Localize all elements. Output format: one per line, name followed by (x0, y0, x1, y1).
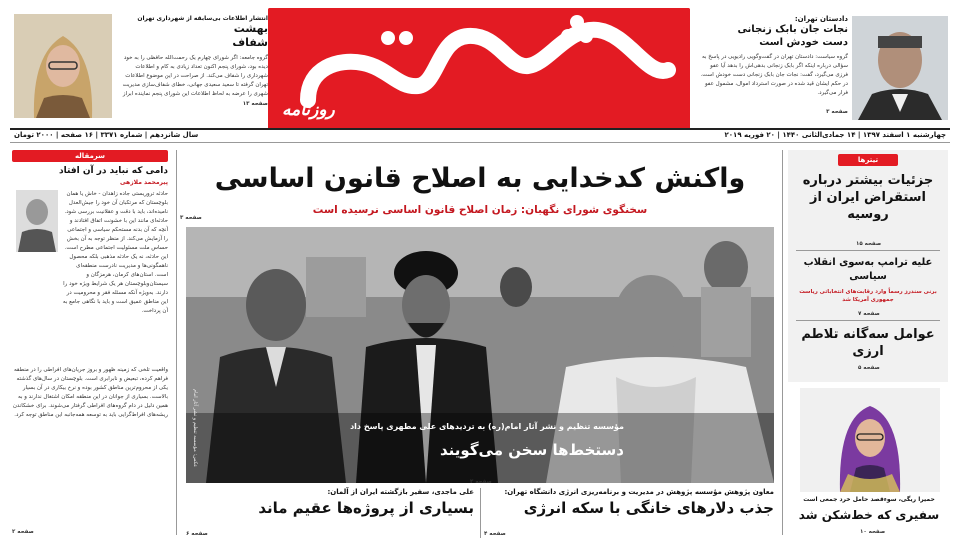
main-page-ref: صفحه ۳ (180, 215, 202, 221)
editorial-author: پیرمحمد ملازهی (119, 179, 168, 186)
sidebar-label: تیترها (838, 154, 898, 166)
date-line: چهارشنبه ۱ اسفند ۱۳۹۷ | ۱۴ جمادی‌الثانی ۱۴۴۰ | ۲۰ فوریه ۲۰۱۹ (724, 131, 946, 139)
issue-line: سال شانزدهم | شماره ۳۳۷۱ | ۱۶ صفحه | ۲۰۰۰ تومان (14, 131, 199, 139)
bottom-story-1 (484, 488, 774, 520)
masthead-rule (10, 128, 950, 130)
editorial-body: حادثه تروریستی جاده زاهدان - خاش یا همان بلوچستان که مرتکبان آن خود را جیش‌العدل نامیده‌اند، باید با دقت و عقلانیت بررسی شود. حادثه‌ای مانند این با خشونت اتفاق افتادند و آنچه که آن بدنه مستحکم سیاسی و اجتماعی را آزمایش می‌کند. از منظر توجه به آن بخش حساس ملت مسئولیت اجتماعی مطرح است. این حادثه، نه یک حادثه مذهبی بلکه محصول ناهمگونی‌ها و مدیریت نادرست منطقه‌ای است. استان‌های کرمان، هرمزگان و سیستان‌وبلوچستان هر یک شرایط ویژه خود را دارند. به‌ویژه آنکه مسئله فقر و محرومیت در این مناطق عمیق است و باید با نگاهی جامع به آن پرداخت. (62, 191, 168, 314)
top-left-headline-1: بهشت (233, 22, 268, 35)
top-left-story (118, 15, 268, 109)
top-left-page-ref: صفحه ۱۳ (242, 101, 268, 107)
bottom-story-2-headline: بسیاری از پروژه‌ها عقیم ماند (258, 499, 474, 517)
bottom-story-2 (186, 488, 474, 520)
sidebar-bottom-photo (800, 388, 940, 492)
top-left-body: گروه جامعه: اگر شورای چهارم یک رحمت‌الله حافظی را به خود دیده بود، شورای پنجم اکنون تعداد زیادی به کام و اطلاعات شهرداری را شفاف می‌کند. از صراحت در این موضوع اطلاعات تهران گرفته تا سعید سعیدی جهانی، خطای شفاف‌سازی مدیریت شهری را عرضه به لحاظ اطلاعات این شورای پنجم نماینده ابراز (122, 55, 268, 97)
sidebar-item-1-headline: جزئیات بیشتر درباره استقراض ایران از روسیه (802, 173, 934, 222)
editorial-label: سرمقاله (12, 150, 168, 162)
bottom-story-1-page-ref: صفحه ۴ (484, 531, 506, 537)
top-left-headline-2: شفاف (232, 36, 268, 49)
bottom-story-2-kicker: علی ماجدی، سفیر بازگشته ایران از آلمان: (327, 488, 474, 496)
editorial-body-2: واقعیت تلخی که زمینه ظهور و بروز جریان‌های افراطی را در منطقه فراهم کرده، تبعیض و نابرابری است. بلوچستان در سال‌های گذشته یکی از محروم‌ترین مناطق کشور بوده و نرخ بیکاری در آن بسیار بالاست. بسیاری از جوانان در این منطقه امکان اشتغال ندارند و به همین دلیل در دام گروه‌های افراطی گرفتار می‌شوند. برای خشکاندن ریشه‌های افراط‌گرایی باید به توسعه همه‌جانبه این مناطق توجه کرد. (12, 367, 168, 418)
editorial-page-ref: صفحه ۲ (12, 529, 34, 535)
top-right-photo (852, 16, 948, 120)
sidebar-item-2-page-ref: صفحه ۷ (858, 311, 880, 317)
photo-caption-large: دستخط‌ها سخن می‌گویند (440, 441, 624, 459)
sidebar-bottom-kicker: حمیرا ریگی، سوءقصد حامل خرد جمعی است (803, 496, 935, 503)
bottom-story-1-headline: جذب دلارهای خانگی با سکه انرژی (523, 499, 774, 517)
main-photo (186, 227, 774, 483)
bottom-story-2-page-ref: صفحه ۶ (186, 531, 208, 537)
photo-caption-small: مؤسسه تنظیم و نشر آثار امام(ره) به تردیدهای علی مطهری پاسخ داد (350, 422, 624, 431)
top-right-kicker: دادستان تهران: (794, 15, 848, 23)
date-rule (10, 142, 950, 143)
sidebar-item-3-headline: عوامل سه‌گانه تلاطم ارزی (801, 327, 935, 359)
main-headline: واکنش کدخدایی به اصلاح قانون اساسی (214, 163, 746, 194)
sidebar-item-1-page-ref: صفحه ۱۵ (856, 241, 882, 247)
main-subhead: سخنگوی شورای نگهبان: زمان اصلاح قانون اساسی نرسیده است (312, 204, 648, 216)
sidebar-bottom-page-ref: صفحه ۱۰ (860, 529, 886, 535)
sidebar-item-2-rule (796, 320, 940, 321)
editorial-headline: دامی که نباید در آن افتاد (59, 166, 168, 176)
editorial-rule (176, 150, 177, 535)
top-right-body: گروه سیاست: دادستان تهران در گفت‌وگویی رادیویی در پاسخ به سؤالی درباره اینکه اگر بابک زنجانی بدهی‌اش را بدهد آیا عفو فرزی می‌گیرد، گفت: نجات جان بابک زنجانی دست خودش است. در حکم ایشان قید شده در صورت استرداد اموال، مشمول عفو فرار می‌گیرد. (700, 54, 848, 96)
top-left-photo (14, 14, 112, 118)
top-left-kicker: انتشار اطلاعات بی‌سابقه از شهرداری تهران (137, 15, 268, 22)
bottom-story-1-kicker: معاون پژوهش مؤسسه پژوهش در مدیریت و برنامه‌ریزی انرژی دانشگاه تهران: (504, 488, 774, 496)
sidebar-item-2-sub: برنی سندرز رسماً وارد رقابت‌های انتخاباتی ریاست جمهوری آمریکا شد (799, 289, 937, 303)
sidebar-item-3-page-ref: صفحه ۵ (858, 365, 880, 371)
top-right-headline-2: دست خودش است (759, 37, 848, 48)
photo-page-ref: صفحه ۲ (470, 479, 492, 485)
top-right-story (700, 15, 848, 117)
sidebar-bottom-headline: سفیری که خط‌شکن شد (798, 508, 940, 522)
logo-subtext: روزنامه (282, 100, 335, 120)
sidebar-rule (782, 150, 783, 535)
sidebar-item-1-rule (796, 250, 940, 251)
sidebar-item-2-headline: علیه ترامپ به‌سوی انقلاب سیاسی (803, 257, 933, 282)
top-right-page-ref: صفحه ۳ (826, 109, 848, 115)
photo-credit: عکس: مؤسسه تنظیم و نشر آثار امام (192, 388, 198, 467)
bottom-column-rule (480, 488, 481, 538)
editorial-author-photo (16, 190, 58, 252)
top-right-headline-1: نجات جان بابک زنجانی (737, 24, 848, 35)
masthead-logo (268, 8, 690, 130)
